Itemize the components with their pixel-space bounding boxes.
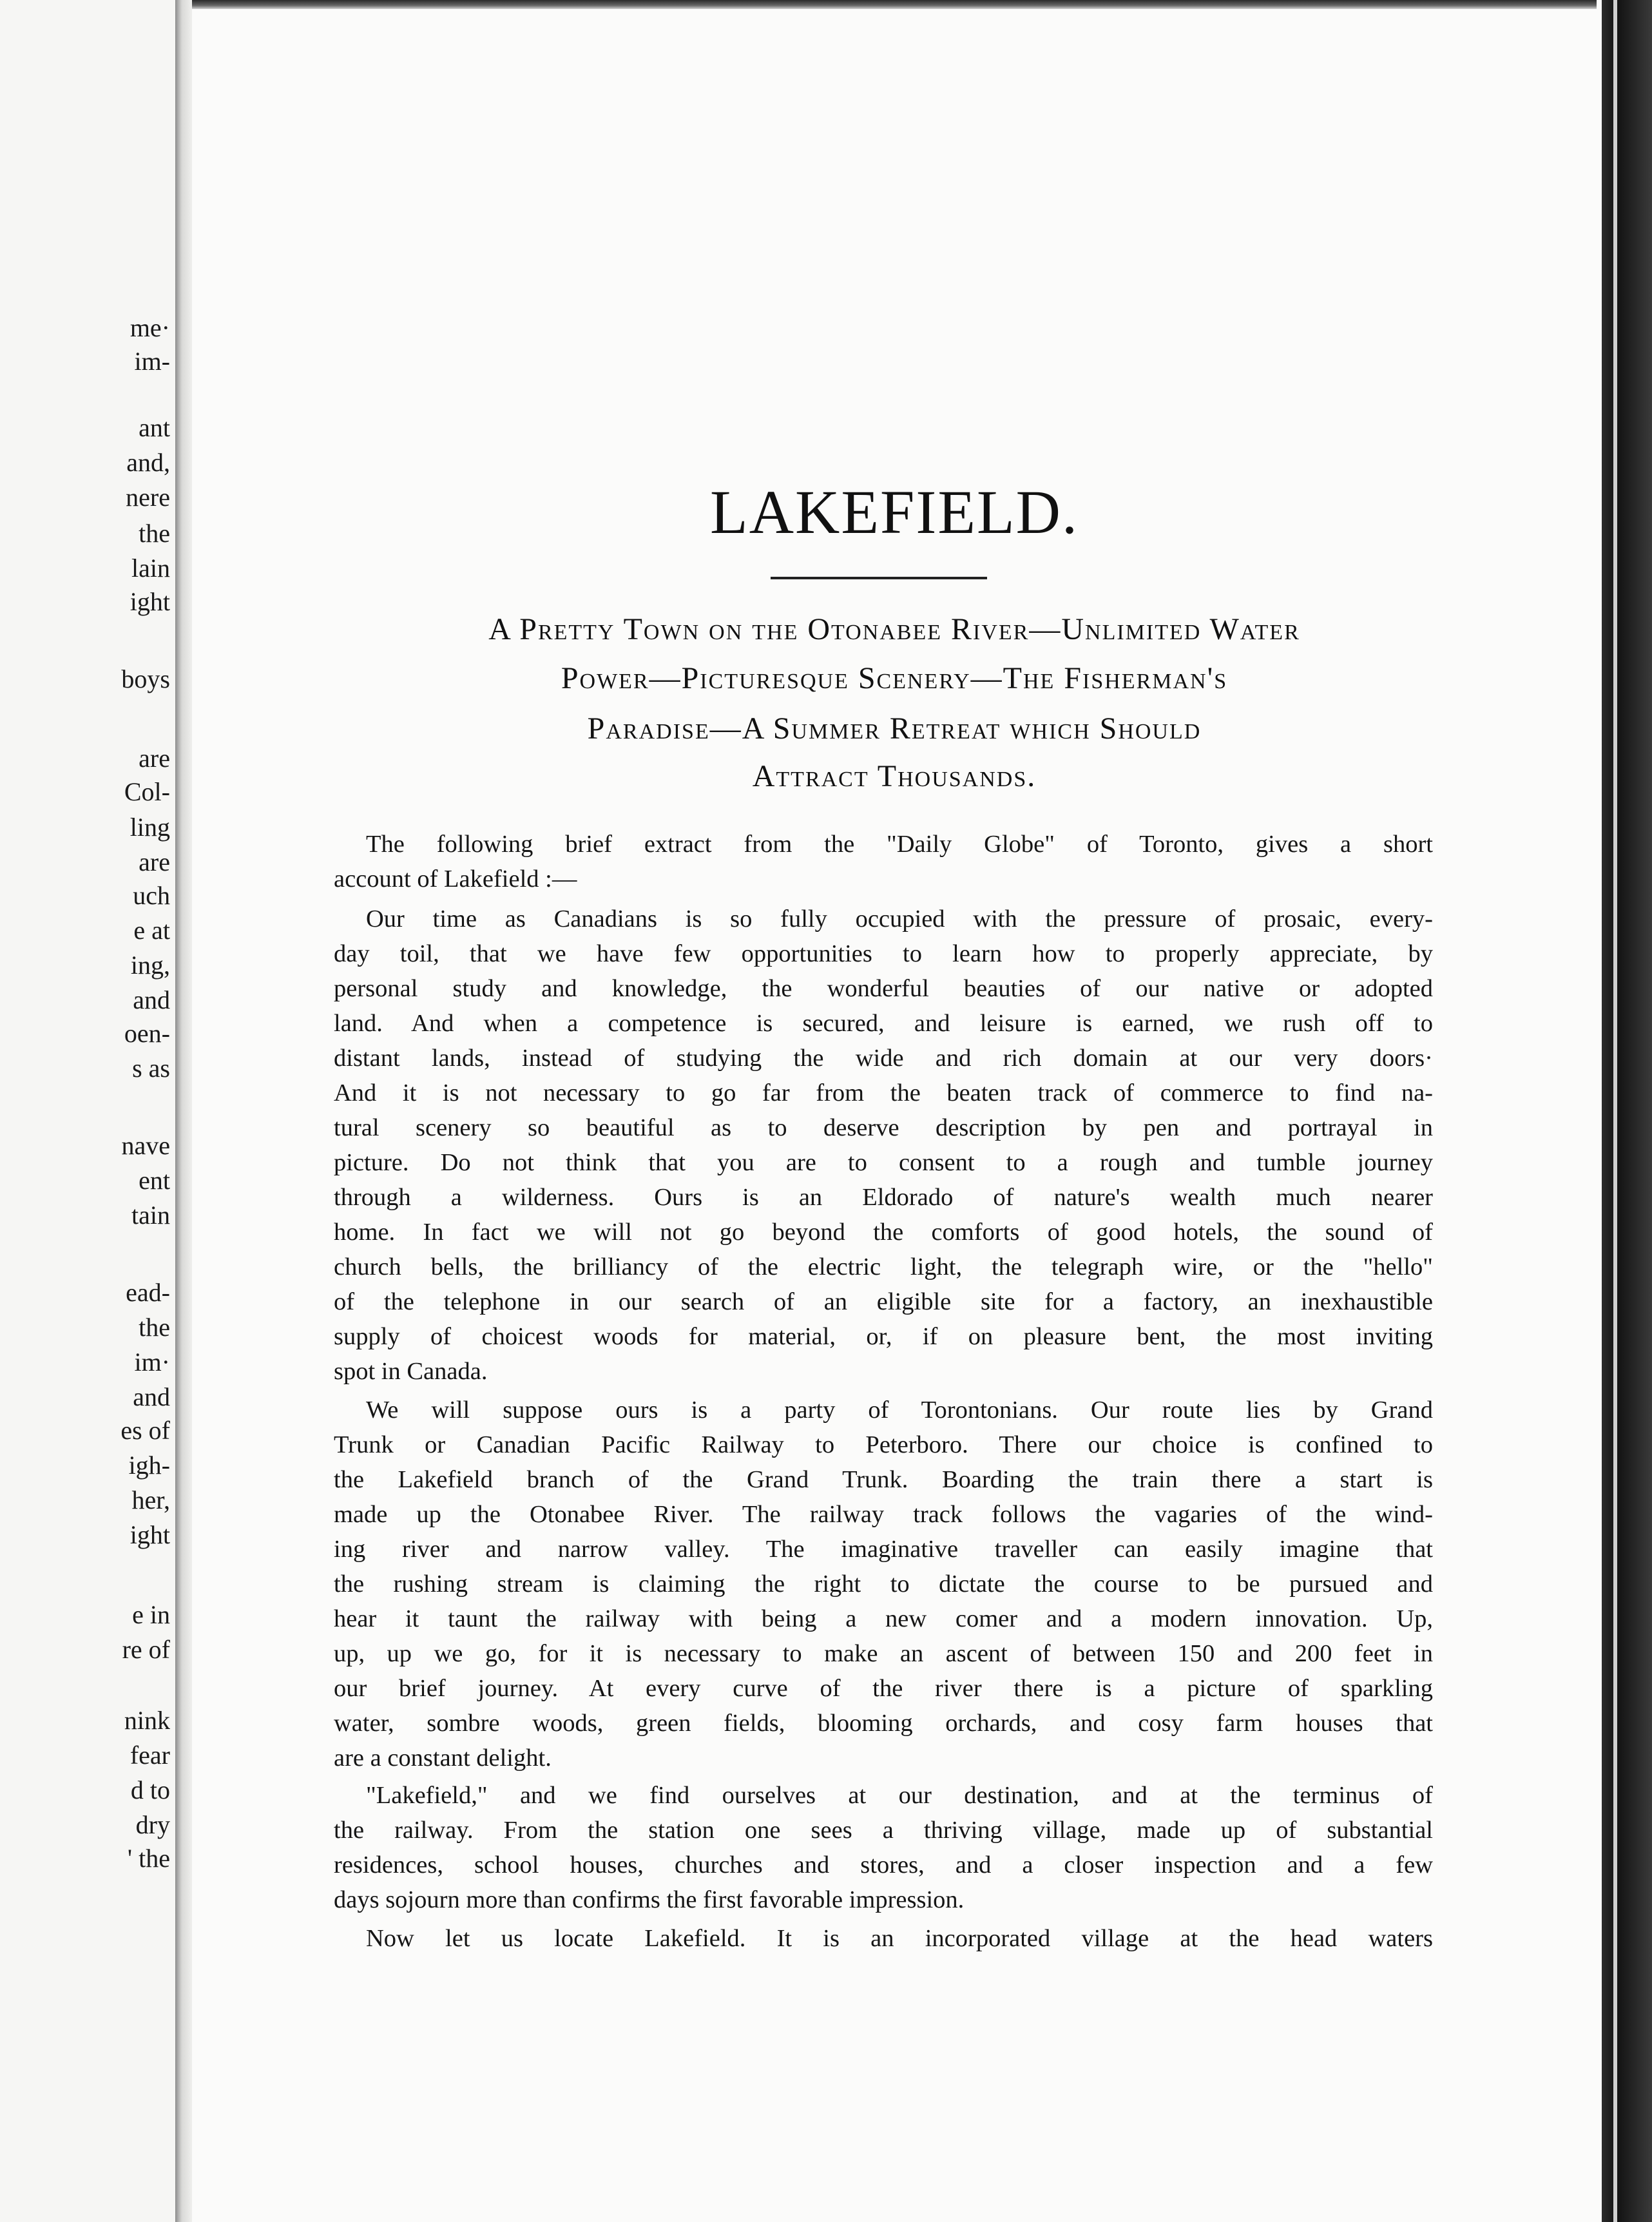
book-gutter [175,0,192,2222]
body-line: ing river and narrow valley. The imaginative traveller can easily imagine that [334,1536,1433,1563]
body-line: tural scenery so beautiful as to deserve description by pen and portrayal in [334,1114,1433,1141]
facing-page-fragment: uch [133,881,170,910]
facing-page-fragment: nave [121,1131,170,1160]
facing-page-fragment: lain [131,554,170,583]
body-line: personal study and knowledge, the wonderful beauties of our native or adopted [334,975,1433,1002]
body-line: are a constant delight. [334,1744,552,1772]
body-line: water, sombre woods, green fields, blooming orchards, and cosy farm houses that [334,1710,1433,1737]
body-line: of the telephone in our search of an eligible site for a factory, an inexhaustible [334,1288,1433,1315]
facing-page-fragment: es of [120,1416,170,1445]
facing-page-fragment: ight [130,587,170,616]
facing-page-fragment: me· [130,313,170,342]
facing-page-fragment: nere [126,483,170,512]
facing-page-fragment: her, [131,1485,170,1514]
facing-page-fragment: ' the [127,1844,170,1873]
body-line: picture. Do not think that you are to consent to a rough and tumble journey [334,1149,1433,1176]
facing-page-fragment: nink [124,1706,170,1735]
facing-page-fragment: are [139,744,170,773]
body-line: Now let us locate Lakefield. It is an incorporated village at the head waters [366,1925,1433,1952]
facing-page-fragment: ing, [130,951,170,980]
page-top-edge [192,0,1597,9]
subtitle-line: Paradise—A Summer Retreat which Should [587,711,1202,746]
facing-page-fragment: boys [121,664,170,693]
facing-page-fragment: and [133,1382,170,1411]
page-right-edge-highlight [1613,0,1617,2222]
facing-page-fragment: re of [122,1635,170,1664]
facing-page-fragment: ent [139,1166,170,1195]
body-line: And it is not necessary to go far from the beaten track of commerce to find na- [334,1079,1433,1106]
facing-page-fragment: are [139,847,170,876]
subtitle-line: Power—Picturesque Scenery—The Fisherman's [561,661,1228,695]
body-line: residences, school houses, churches and stores, and a closer inspection and a few [334,1851,1433,1879]
facing-page-fragment: oen- [124,1019,170,1048]
facing-page-fragment: the [139,1313,170,1342]
body-line: Trunk or Canadian Pacific Railway to Peterboro. There our choice is confined to [334,1431,1433,1458]
facing-page-fragment: s as [132,1054,170,1083]
page-right-edge [1602,0,1652,2222]
facing-page-fragment: Col- [124,777,170,806]
facing-page-fragment: e in [132,1600,170,1629]
subtitle-line: A Pretty Town on the Otonabee River—Unlimited Water [488,612,1300,646]
facing-page-fragment: igh- [128,1451,170,1480]
body-line: the rushing stream is claiming the right to dictate the course to be pursued and [334,1570,1433,1598]
body-line: through a wilderness. Ours is an Eldorado of nature's wealth much nearer [334,1184,1433,1211]
body-line: made up the Otonabee River. The railway track follows the vagaries of the wind- [334,1501,1433,1528]
facing-page-fragment: and [133,985,170,1014]
title-underline [771,577,987,579]
facing-page-edge [0,0,175,2222]
body-line: up, up we go, for it is necessary to make an ascent of between 150 and 200 feet in [334,1640,1433,1667]
body-line: the railway. From the station one sees a thriving village, made up of substantial [334,1817,1433,1844]
body-line: distant lands, instead of studying the wide and rich domain at our very doors· [334,1045,1433,1072]
facing-page-fragment: ead- [126,1278,170,1307]
body-line: spot in Canada. [334,1358,488,1385]
body-line: The following brief extract from the "Daily Globe" of Toronto, gives a short [366,831,1433,858]
facing-page-fragment: the [139,519,170,548]
facing-page-fragment: im· [134,1348,170,1377]
body-line: land. And when a competence is secured, and leisure is earned, we rush off to [334,1010,1433,1037]
facing-page-fragment: im- [134,347,170,376]
body-line: Our time as Canadians is so fully occupied with the pressure of prosaic, every- [366,905,1433,932]
body-line: days sojourn more than confirms the first favorable impression. [334,1886,965,1913]
body-line: church bells, the brilliancy of the electric light, the telegraph wire, or the "hello" [334,1253,1433,1280]
body-line: supply of choicest woods for material, or, if on pleasure bent, the most inviting [334,1323,1433,1350]
body-line: day toil, that we have few opportunities to learn how to properly appreciate, by [334,940,1433,967]
body-line: home. In fact we will not go beyond the comforts of good hotels, the sound of [334,1219,1433,1246]
facing-page-fragment: ant [139,413,170,442]
facing-page-fragment: and, [126,448,170,477]
facing-page-fragment: tain [131,1201,170,1230]
facing-page-fragment: fear [130,1741,170,1770]
body-line: our brief journey. At every curve of the river there is a picture of sparkling [334,1675,1433,1702]
facing-page-fragment: e at [133,916,170,945]
facing-page-fragment: d to [130,1775,170,1804]
facing-page-fragment: dry [135,1810,170,1839]
facing-page-fragment: ling [130,813,170,842]
body-line: the Lakefield branch of the Grand Trunk. Boarding the train there a start is [334,1466,1433,1493]
subtitle-line: Attract Thousands. [752,759,1037,793]
body-line: We will suppose ours is a party of Torontonians. Our route lies by Grand [366,1396,1433,1424]
facing-page-fragment: ight [130,1520,170,1549]
body-line: account of Lakefield :— [334,865,577,893]
body-line: hear it taunt the railway with being a new comer and a modern innovation. Up, [334,1605,1433,1632]
body-line: "Lakefield," and we find ourselves at our destination, and at the terminus of [366,1782,1433,1809]
article-title: LAKEFIELD. [710,478,1079,546]
